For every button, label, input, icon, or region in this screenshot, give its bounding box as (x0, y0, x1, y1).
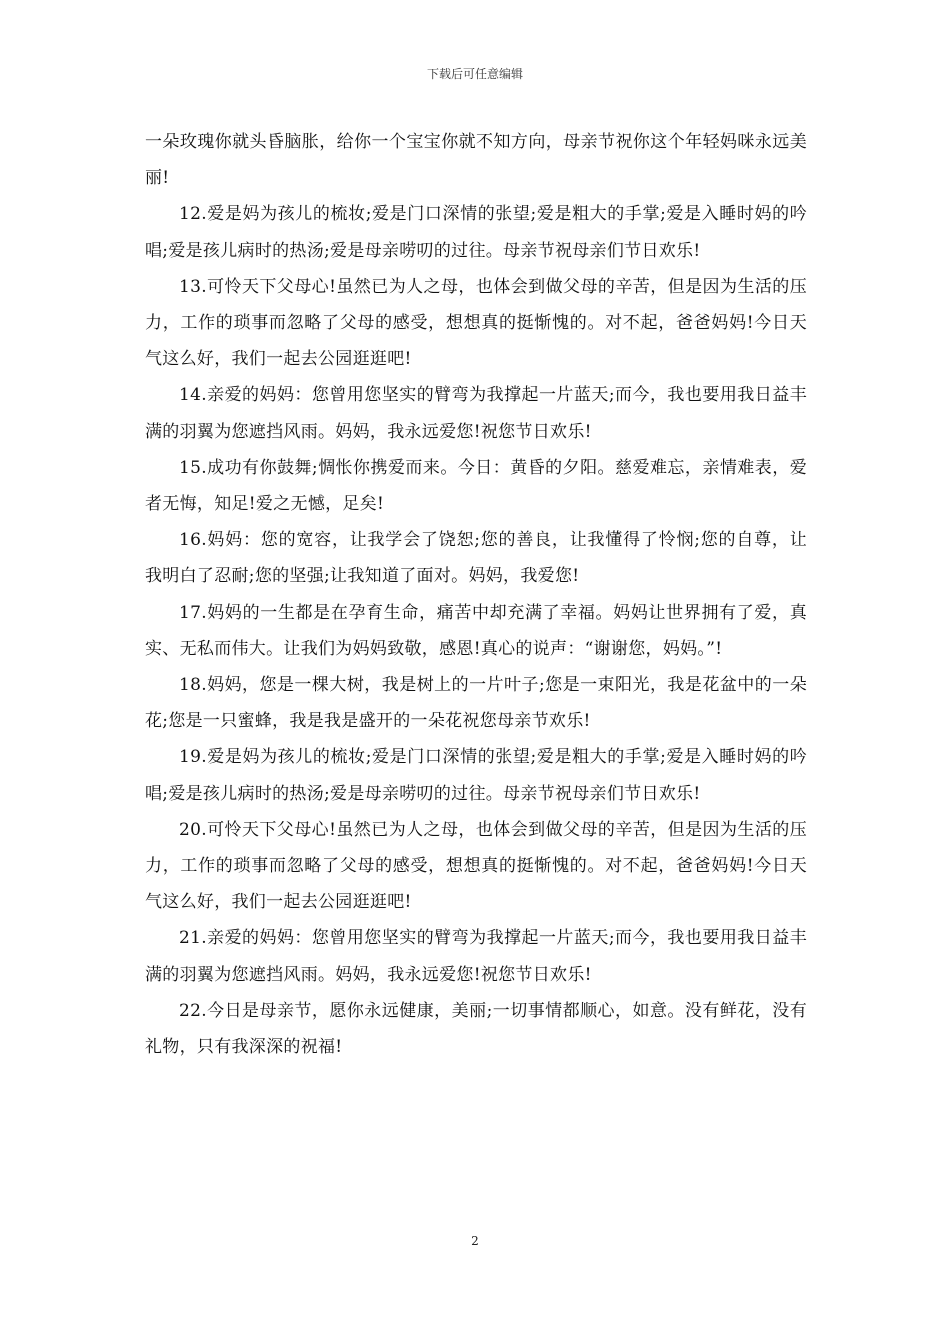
paragraph: 15.成功有你鼓舞;惆怅你携爱而来。今日：黄昏的夕阳。慈爱难忘，亲情难表，爱者无悔，知足!爱之无憾，足矣! (145, 457, 807, 515)
paragraph: 13.可怜天下父母心!虽然已为人之母，也体会到做父母的辛苦，但是因为生活的压力，工作的琐事而忽略了父母的感受，想想真的挺惭愧的。对不起，爸爸妈妈!今日天气这么好，我们一起去公园逛逛吧! (145, 276, 807, 370)
paragraph: 一朵玫瑰你就头昏脑胀，给你一个宝宝你就不知方向，母亲节祝你这个年轻妈咪永远美丽! (145, 132, 807, 189)
page-number: 2 (471, 1234, 479, 1248)
paragraph: 12.爱是妈为孩儿的梳妆;爱是门口深情的张望;爱是粗大的手掌;爱是入睡时妈的吟唱;爱是孩儿病时的热汤;爱是母亲唠叨的过往。母亲节祝母亲们节日欢乐! (145, 204, 807, 261)
paragraph: 14.亲爱的妈妈：您曾用您坚实的臂弯为我撑起一片蓝天;而今，我也要用我日益丰满的羽翼为您遮挡风雨。妈妈，我永远爱您!祝您节日欢乐! (145, 385, 807, 442)
paragraph: 16.妈妈：您的宽容，让我学会了饶恕;您的善良，让我懂得了怜悯;您的自尊，让我明白了忍耐;您的坚强;让我知道了面对。妈妈，我爱您! (145, 530, 807, 587)
paragraph: 20.可怜天下父母心!虽然已为人之母，也体会到做父母的辛苦，但是因为生活的压力，工作的琐事而忽略了父母的感受，想想真的挺惭愧的。对不起，爸爸妈妈!今日天气这么好，我们一起去公园逛逛吧! (145, 819, 807, 913)
page-header: 下载后可任意编辑 (426, 67, 523, 81)
paragraph: 22.今日是母亲节，愿你永远健康，美丽;一切事情都顺心，如意。没有鲜花，没有礼物，只有我深深的祝福! (145, 1000, 807, 1058)
paragraph: 19.爱是妈为孩儿的梳妆;爱是门口深情的张望;爱是粗大的手掌;爱是入睡时妈的吟唱;爱是孩儿病时的热汤;爱是母亲唠叨的过往。母亲节祝母亲们节日欢乐! (145, 747, 807, 804)
paragraph: 21.亲爱的妈妈：您曾用您坚实的臂弯为我撑起一片蓝天;而今，我也要用我日益丰满的羽翼为您遮挡风雨。妈妈，我永远爱您!祝您节日欢乐! (145, 928, 807, 985)
paragraph: 18.妈妈，您是一棵大树，我是树上的一片叶子;您是一束阳光，我是花盆中的一朵花;您是一只蜜蜂，我是我是盛开的一朵花祝您母亲节欢乐! (145, 675, 807, 732)
paragraph: 17.妈妈的一生都是在孕育生命，痛苦中却充满了幸福。妈妈让世界拥有了爱，真实、无私而伟大。让我们为妈妈致敬，感恩!真心的说声：“谢谢您，妈妈。”! (145, 602, 807, 659)
document-body (145, 124, 807, 1065)
